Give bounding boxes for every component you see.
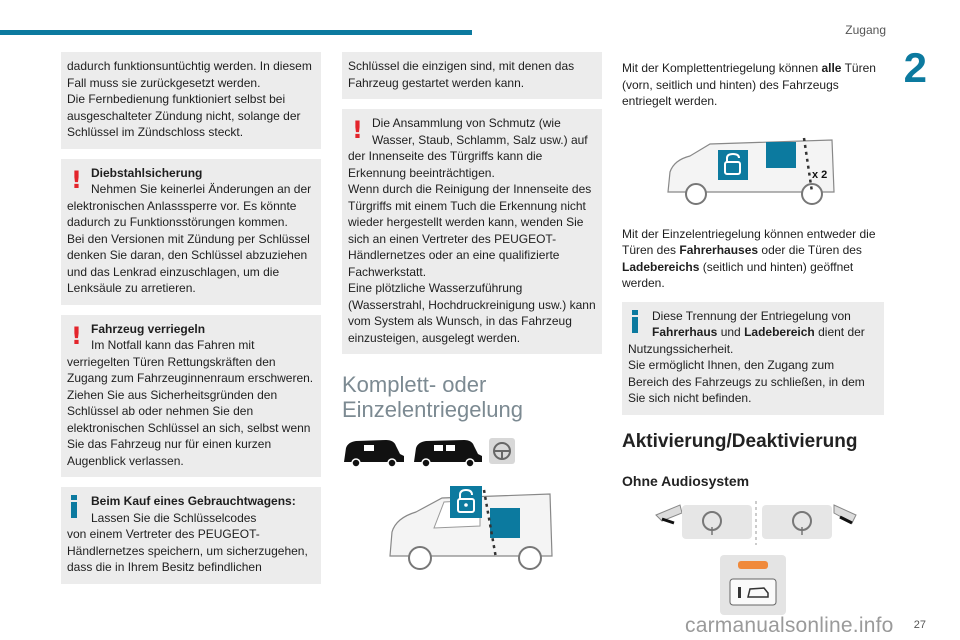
warning-title: Fahrzeug verriegeln: [91, 321, 206, 336]
text-span: Mit der Einzelentriegelung können entweder die Türen des: [622, 226, 876, 257]
steering-wheel-icon: [762, 505, 832, 539]
warning-body: der Innenseite des Türgriffs kann die Erkennung beeinträchtigen. Wenn durch die Reinigung der Innenseite des Türgriffs mit einem Tuch die Erkennung nicht wieder hergestellt werden kann, wenden Sie sich an einen Vertreter des PEUGEOT-Händlernetzes oder an eine qualifizierte Fachwerkstatt. Eine plötzliche Wasserzuführung (Wasserstrahl, Hochdruckreinigung usw.) kann vom System als Wunsch, in das Fahrzeug einzusteigen, ausgelegt werden.: [348, 149, 596, 345]
warning-body: elektronischen Anlasssperre vor. Es könnte dadurch zu Funktionsstörungen kommen. Bei den Versionen mit Zündung per Schlüssel denken Sie daran, den Schlüssel abzuziehen und das Lenkrad einzuschlagen, um die Lenksäule zu arretieren.: [67, 198, 310, 295]
info-title: Beim Kauf eines Gebrauchtwagens:: [91, 494, 296, 508]
warning-box-antitheft: [61, 159, 321, 305]
header-accent-bar: [0, 30, 472, 35]
warning-first-line: Im Notfall kann das Fahren mit: [91, 338, 255, 352]
warning-second-line: Wasser, Staub, Schlamm, Salz usw.) auf: [372, 132, 588, 147]
info-icon: [71, 495, 83, 521]
text-bold: Ladebereich: [744, 325, 815, 339]
text-bold: Fahrerhaus: [652, 325, 718, 339]
warning-title: Diebstahlsicherung: [91, 165, 203, 180]
note-box-keys: [342, 52, 602, 99]
unlock-icon: [718, 150, 748, 180]
column-left: [61, 52, 321, 594]
info-body: Nutzungssicherheit. Sie ermöglicht Ihnen, den Zugang zum Bereich des Fahrzeugs zu schließen, in dem Sie sich nicht befinden.: [628, 341, 865, 405]
van-illustration-selective: [662, 128, 882, 210]
paragraph-selective-unlock: [622, 226, 882, 292]
right-door-icon: [834, 505, 856, 523]
text-span: Mit der Komplettentriegelung können: [622, 61, 822, 75]
text-bold: alle: [821, 61, 842, 75]
info-first-line: Lassen Sie die Schlüsselcodes: [91, 510, 257, 525]
warning-first-line: Die Ansammlung von Schmutz (wie: [372, 116, 561, 130]
paragraph-full-unlock: [622, 60, 882, 110]
warning-body: verriegelten Türen Rettungskräften den Zugang zum Fahrzeuginnenraum erschweren. Ziehen Sie aus Sicherheitsgründen den Schlüssel ab oder nehmen Sie den elektronischen Schlüssel an sich, selbst wenn Sie das Fahrzeug nur für einen kurzen Augenblick verlassen.: [67, 354, 314, 468]
cargo-area-panel: [766, 142, 796, 168]
doors-steering-illustration: [652, 499, 882, 547]
text-bold: Fahrerhauses: [679, 243, 759, 257]
section-title: Zugang: [845, 23, 886, 37]
info-first-line: Diese Trennung der Entriegelung von: [652, 308, 851, 323]
info-box-separation: [622, 302, 884, 415]
text-span: dient der: [814, 325, 865, 339]
chapter-number: 2: [903, 44, 927, 91]
heading-no-audio: Ohne Audiosystem: [622, 472, 750, 489]
note-box-intro: [61, 52, 321, 149]
text-span: (seitlich und hinten) geöffnet werden.: [622, 259, 854, 290]
warning-first-line: Nehmen Sie keinerlei Änderungen an der: [91, 182, 312, 196]
van-variants-icons: [342, 436, 602, 470]
column-right: [622, 52, 882, 615]
van-illustration-full-unlock: [380, 478, 602, 574]
dashboard-button-illustration: [720, 555, 882, 615]
van-icon-short: [344, 440, 404, 467]
warning-icon: !: [352, 116, 363, 144]
info-icon: [632, 310, 644, 336]
text-span: Türen (vorn, seitlich und hinten) des Fahrzeugs entriegelt werden.: [622, 61, 876, 108]
keys-text: Schlüssel die einzigen sind, mit denen das Fahrzeug gestartet werden kann.: [348, 59, 575, 90]
info-box-used-car: [61, 487, 321, 584]
column-middle: [342, 52, 602, 574]
press-twice-badge: x 2: [812, 168, 828, 181]
watermark: carmanualsonline.info: [685, 614, 894, 637]
van-icon-long: [414, 440, 482, 467]
heading-activation: Aktivierung/Deaktivierung: [622, 430, 858, 452]
page-number: 27: [913, 619, 926, 631]
intro-text: dadurch funktionsuntüchtig werden. In diesem Fall muss sie zurückgesetzt werden. Die Fernbedienung funktioniert selbst bei ausgeschalteter Zündung nicht, solange der Schlüssel im Zündschloss steckt.: [67, 59, 312, 139]
steering-wheel-icon: [489, 438, 515, 464]
text-bold: Ladebereichs: [622, 259, 700, 274]
indicator-led: [738, 561, 768, 569]
warning-icon: !: [71, 165, 82, 194]
steering-wheel-icon: [682, 505, 752, 539]
text-span: oder die Türen des: [758, 243, 862, 257]
unlock-panel: [490, 508, 520, 538]
info-second-line: [628, 324, 878, 341]
text-span: und: [717, 325, 745, 339]
warning-icon: !: [71, 321, 82, 350]
van-lock-button-icon: [730, 579, 776, 605]
info-body: von einem Vertreter des PEUGEOT-Händlernetzes speichern, um sicherzugehen, dass die in Ihrem Besitz befindlichen: [67, 527, 308, 574]
left-door-icon: [656, 505, 682, 523]
warning-box-dirt: [342, 109, 602, 354]
heading-unlocking: Komplett- oder Einzelentriegelung: [342, 372, 524, 422]
warning-box-locking: [61, 315, 321, 478]
unlock-icon: [450, 486, 482, 518]
